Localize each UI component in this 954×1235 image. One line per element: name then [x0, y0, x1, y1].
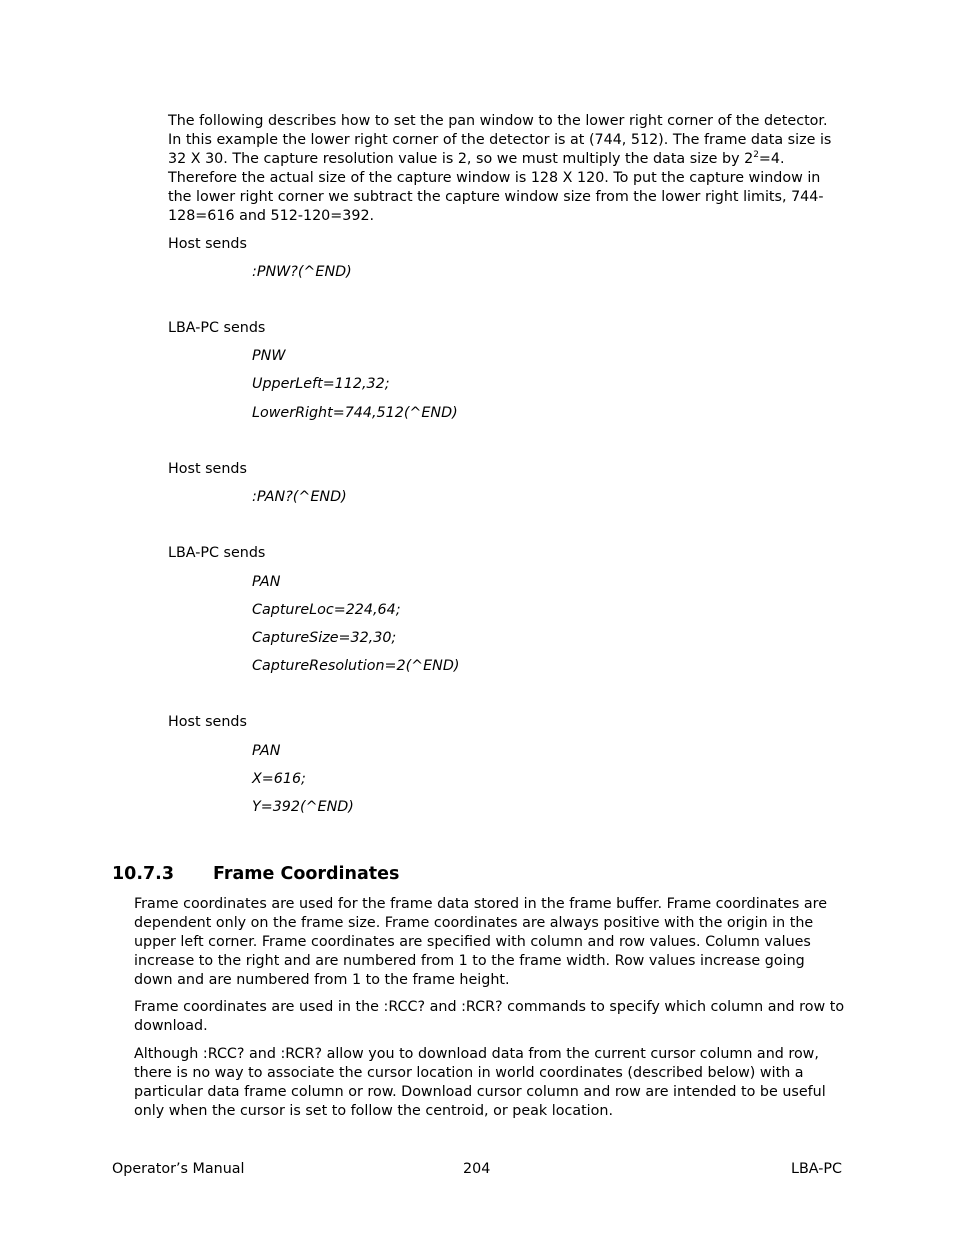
footer-right: LBA-PC: [790, 1161, 842, 1177]
exchange-label: Host sends: [168, 461, 247, 477]
section-number: 10.7.3: [112, 864, 175, 884]
footer-page-number: 204: [463, 1161, 491, 1177]
intro-text-part2: =4. Therefore the actual size of the capture window is 128 X 120. To put the capture window in the lower right corner we subtract the capture window size from the lower right limits, 744-128=616 and 512-120=392.: [168, 151, 824, 224]
command-line: PAN: [252, 743, 281, 759]
command-line: LowerRight=744,512(^END): [252, 405, 458, 421]
command-line: :PAN?(^END): [252, 489, 347, 505]
body-paragraph: Frame coordinates are used for the frame data stored in the frame buffer. Frame coordinates are dependent only on the frame size. Frame coordinates are always positive with the origin in the upper left corner. Frame coordinates are specified with column and row values. Column values increase to the right and are numbered from 1 to the frame width. Row values increase going down and are numbered from 1 to the frame height.: [134, 896, 828, 988]
command-line: Y=392(^END): [252, 799, 354, 815]
intro-superscript: 2: [753, 150, 759, 161]
command-line: PNW: [252, 348, 286, 364]
footer-left: Operator’s Manual: [112, 1161, 245, 1177]
exchange-label: LBA-PC sends: [168, 545, 266, 561]
command-line: CaptureResolution=2(^END): [252, 658, 460, 674]
section-title: Frame Coordinates: [213, 864, 400, 884]
exchange-label: Host sends: [168, 714, 247, 730]
exchange-label: LBA-PC sends: [168, 320, 266, 336]
body-paragraph: Frame coordinates are used in the :RCC? and :RCR? commands to specify which column and row to download.: [134, 999, 845, 1034]
exchange-label: Host sends: [168, 236, 247, 252]
intro-text-part1: The following describes how to set the pan window to the lower right corner of the detector. In this example the lower right corner of the detector is at (744, 512). The frame data size is 32 X 30. The capture resolution value is 2, so we must multiply the data size by 2: [168, 113, 832, 167]
intro-paragraph: [168, 112, 844, 226]
command-line: PAN: [252, 574, 281, 590]
body-paragraph: Although :RCC? and :RCR? allow you to download data from the current cursor column and row, there is no way to associate the cursor location in world coordinates (described below) with a particular data frame column or row. Download cursor column and row are intended to be useful only when the cursor is set to follow the centroid, or peak location.: [134, 1046, 826, 1119]
command-line: CaptureSize=32,30;: [252, 630, 397, 646]
command-line: UpperLeft=112,32;: [252, 376, 390, 392]
section-heading: [112, 863, 399, 885]
command-line: :PNW?(^END): [252, 264, 352, 280]
command-line: CaptureLoc=224,64;: [252, 602, 401, 618]
command-line: X=616;: [252, 771, 306, 787]
